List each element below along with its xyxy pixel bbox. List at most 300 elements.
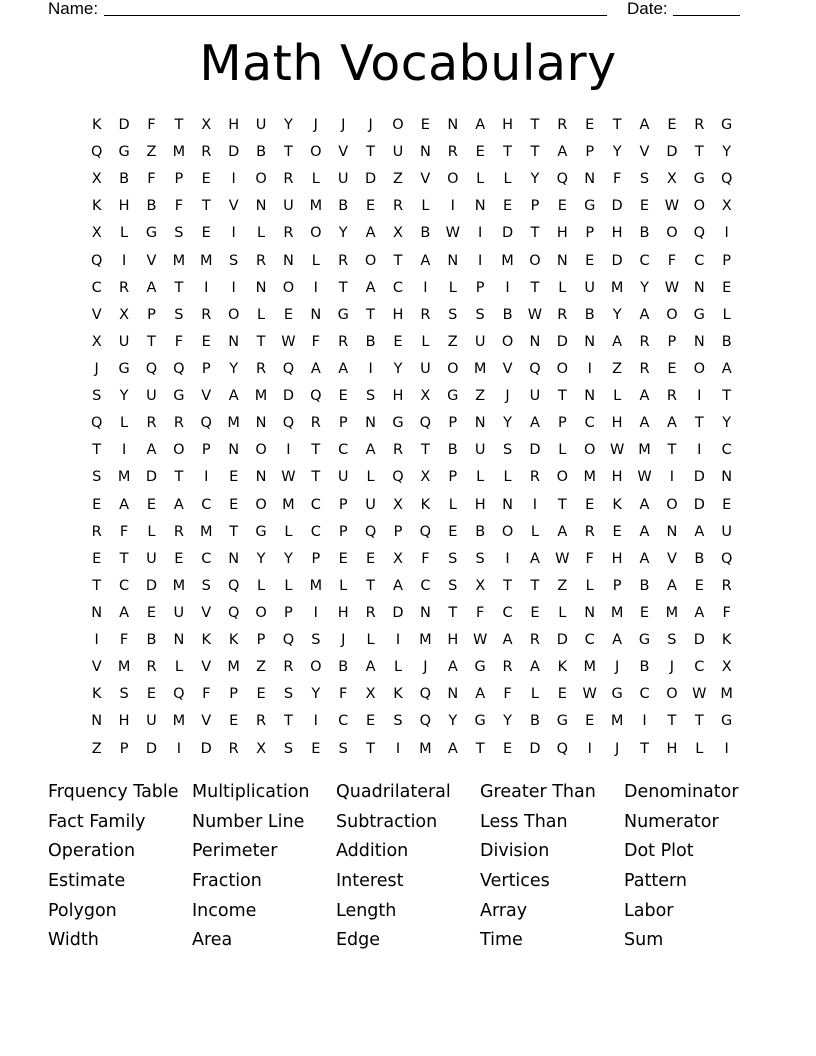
grid-letter[interactable]: T bbox=[174, 469, 184, 486]
grid-letter[interactable]: N bbox=[693, 279, 705, 296]
grid-letter[interactable]: E bbox=[229, 496, 239, 513]
grid-letter[interactable]: E bbox=[530, 604, 540, 621]
grid-letter[interactable]: Y bbox=[448, 713, 458, 730]
grid-letter[interactable]: W bbox=[555, 550, 570, 567]
grid-letter[interactable]: T bbox=[393, 252, 403, 269]
grid-letter[interactable]: D bbox=[556, 333, 568, 350]
grid-letter[interactable]: A bbox=[475, 117, 486, 133]
grid-letter[interactable]: R bbox=[201, 306, 212, 323]
grid-letter[interactable]: X bbox=[365, 686, 376, 703]
grid-letter[interactable]: R bbox=[694, 117, 705, 133]
grid-letter[interactable]: W bbox=[472, 632, 488, 649]
grid-letter[interactable]: A bbox=[146, 442, 157, 459]
grid-letter[interactable]: V bbox=[91, 306, 102, 323]
grid-letter[interactable]: N bbox=[255, 198, 267, 215]
grid-letter[interactable]: O bbox=[255, 171, 267, 188]
grid-letter[interactable]: P bbox=[530, 198, 540, 215]
grid-letter[interactable]: A bbox=[228, 388, 239, 405]
grid-letter[interactable]: A bbox=[639, 523, 650, 540]
grid-letter[interactable]: Q bbox=[90, 144, 103, 161]
grid-letter[interactable]: W bbox=[664, 279, 680, 296]
grid-letter[interactable]: R bbox=[173, 523, 184, 540]
grid-letter[interactable]: N bbox=[228, 333, 240, 350]
grid-letter[interactable]: Q bbox=[720, 550, 733, 567]
grid-letter[interactable]: R bbox=[119, 279, 130, 296]
grid-letter[interactable]: R bbox=[91, 523, 102, 540]
grid-letter[interactable]: E bbox=[92, 496, 102, 513]
grid-letter[interactable]: T bbox=[119, 550, 129, 567]
grid-letter[interactable]: O bbox=[501, 523, 514, 540]
grid-letter[interactable]: E bbox=[639, 198, 650, 215]
grid-letter[interactable]: G bbox=[173, 388, 185, 405]
grid-letter[interactable]: D bbox=[282, 388, 295, 405]
grid-letter[interactable]: T bbox=[229, 523, 239, 540]
grid-letter[interactable]: N bbox=[474, 198, 486, 215]
grid-letter[interactable]: Q bbox=[556, 740, 569, 757]
grid-letter[interactable]: O bbox=[529, 252, 541, 269]
grid-letter[interactable]: E bbox=[722, 496, 732, 513]
grid-letter[interactable]: K bbox=[393, 686, 403, 703]
grid-letter[interactable]: E bbox=[146, 604, 157, 621]
grid-letter[interactable]: A bbox=[502, 632, 513, 649]
grid-letter[interactable]: Q bbox=[419, 713, 432, 730]
grid-letter[interactable]: S bbox=[475, 550, 485, 567]
grid-letter[interactable]: I bbox=[642, 713, 647, 730]
grid-letter[interactable]: M bbox=[610, 713, 624, 730]
grid-letter[interactable]: A bbox=[447, 659, 458, 676]
grid-letter[interactable]: N bbox=[721, 469, 733, 486]
grid-letter[interactable]: L bbox=[284, 577, 293, 594]
grid-letter[interactable]: E bbox=[201, 225, 211, 242]
grid-letter[interactable]: S bbox=[283, 686, 294, 703]
grid-letter[interactable]: A bbox=[447, 740, 458, 757]
grid-letter[interactable]: C bbox=[201, 496, 212, 513]
grid-letter[interactable]: N bbox=[584, 388, 596, 405]
grid-letter[interactable]: P bbox=[119, 740, 129, 757]
grid-letter[interactable]: R bbox=[447, 144, 458, 161]
grid-letter[interactable]: C bbox=[502, 604, 513, 621]
grid-letter[interactable]: S bbox=[92, 469, 102, 486]
grid-letter[interactable]: P bbox=[612, 577, 622, 594]
grid-letter[interactable]: L bbox=[174, 659, 183, 676]
grid-letter[interactable]: L bbox=[256, 577, 266, 594]
grid-letter[interactable]: P bbox=[174, 171, 184, 188]
grid-letter[interactable]: F bbox=[174, 333, 184, 350]
grid-letter[interactable]: T bbox=[338, 279, 348, 296]
grid-letter[interactable]: E bbox=[146, 686, 157, 703]
grid-letter[interactable]: A bbox=[338, 360, 349, 377]
grid-letter[interactable]: D bbox=[392, 604, 404, 621]
grid-letter[interactable]: O bbox=[556, 469, 569, 486]
grid-letter[interactable]: D bbox=[693, 496, 705, 513]
grid-letter[interactable]: E bbox=[256, 686, 266, 703]
grid-letter[interactable]: Q bbox=[90, 415, 103, 432]
grid-letter[interactable]: I bbox=[423, 279, 428, 296]
grid-letter[interactable]: A bbox=[639, 550, 650, 567]
grid-letter[interactable]: C bbox=[392, 279, 404, 296]
grid-letter[interactable]: E bbox=[475, 144, 485, 161]
grid-letter[interactable]: S bbox=[201, 577, 211, 594]
grid-letter[interactable]: X bbox=[420, 388, 431, 405]
grid-letter[interactable]: Q bbox=[200, 415, 212, 432]
grid-letter[interactable]: R bbox=[392, 442, 404, 459]
grid-letter[interactable]: Q bbox=[529, 360, 541, 377]
grid-letter[interactable]: H bbox=[556, 225, 568, 242]
grid-letter[interactable]: T bbox=[174, 279, 184, 296]
grid-letter[interactable]: R bbox=[557, 117, 568, 133]
grid-letter[interactable]: E bbox=[174, 550, 184, 567]
grid-letter[interactable]: U bbox=[118, 333, 130, 350]
grid-letter[interactable]: P bbox=[585, 144, 595, 161]
grid-letter[interactable]: O bbox=[364, 252, 377, 269]
grid-letter[interactable]: E bbox=[502, 740, 513, 757]
grid-letter[interactable]: P bbox=[338, 496, 348, 513]
grid-letter[interactable]: Y bbox=[393, 360, 403, 377]
grid-letter[interactable]: Z bbox=[557, 577, 568, 594]
grid-letter[interactable]: O bbox=[693, 360, 705, 377]
grid-letter[interactable]: I bbox=[368, 360, 373, 377]
grid-letter[interactable]: H bbox=[118, 198, 130, 215]
grid-letter[interactable]: X bbox=[393, 225, 403, 242]
grid-letter[interactable]: E bbox=[393, 333, 403, 350]
grid-letter[interactable]: L bbox=[366, 469, 375, 486]
grid-letter[interactable]: N bbox=[584, 333, 596, 350]
grid-letter[interactable]: Q bbox=[419, 523, 432, 540]
grid-letter[interactable]: B bbox=[694, 550, 705, 567]
grid-letter[interactable]: R bbox=[283, 225, 294, 242]
grid-letter[interactable]: C bbox=[201, 550, 212, 567]
grid-letter[interactable]: E bbox=[585, 713, 595, 730]
grid-letter[interactable]: X bbox=[393, 550, 403, 567]
grid-letter[interactable]: Z bbox=[91, 740, 102, 757]
grid-letter[interactable]: Q bbox=[173, 360, 185, 377]
grid-letter[interactable]: C bbox=[639, 686, 650, 703]
grid-letter[interactable]: R bbox=[310, 415, 321, 432]
grid-letter[interactable]: Y bbox=[722, 415, 732, 432]
grid-letter[interactable]: B bbox=[639, 577, 650, 594]
grid-letter[interactable]: I bbox=[697, 442, 702, 459]
grid-letter[interactable]: N bbox=[584, 171, 596, 188]
grid-letter[interactable]: U bbox=[337, 469, 349, 486]
grid-letter[interactable]: L bbox=[339, 577, 348, 594]
grid-letter[interactable]: S bbox=[393, 713, 403, 730]
grid-letter[interactable]: I bbox=[231, 171, 236, 188]
grid-letter[interactable]: Z bbox=[475, 388, 486, 405]
grid-letter[interactable]: T bbox=[557, 496, 567, 513]
grid-letter[interactable]: O bbox=[310, 144, 322, 161]
grid-letter[interactable]: M bbox=[583, 469, 596, 486]
grid-letter[interactable]: E bbox=[366, 713, 376, 730]
grid-letter[interactable]: U bbox=[255, 117, 267, 133]
grid-letter[interactable]: B bbox=[639, 659, 650, 676]
grid-letter[interactable]: L bbox=[476, 171, 485, 188]
grid-letter[interactable]: U bbox=[529, 388, 541, 405]
grid-letter[interactable]: E bbox=[557, 686, 567, 703]
grid-letter[interactable]: U bbox=[337, 171, 349, 188]
grid-letter[interactable]: P bbox=[229, 686, 239, 703]
grid-letter[interactable]: M bbox=[473, 360, 487, 377]
grid-letter[interactable]: E bbox=[667, 117, 677, 133]
grid-letter[interactable]: H bbox=[447, 632, 459, 649]
grid-letter[interactable]: H bbox=[611, 550, 623, 567]
grid-letter[interactable]: E bbox=[502, 198, 513, 215]
grid-letter[interactable]: N bbox=[255, 415, 267, 432]
grid-letter[interactable]: G bbox=[721, 117, 733, 133]
grid-letter[interactable]: C bbox=[721, 442, 732, 459]
grid-letter[interactable]: F bbox=[475, 604, 485, 621]
grid-letter[interactable]: Y bbox=[284, 550, 293, 567]
grid-letter[interactable]: E bbox=[585, 496, 595, 513]
grid-letter[interactable]: O bbox=[255, 604, 267, 621]
grid-letter[interactable]: T bbox=[366, 144, 376, 161]
grid-letter[interactable]: Q bbox=[227, 577, 240, 594]
grid-letter[interactable]: I bbox=[231, 225, 236, 242]
grid-letter[interactable]: D bbox=[118, 117, 130, 133]
grid-letter[interactable]: A bbox=[694, 604, 705, 621]
grid-letter[interactable]: N bbox=[447, 117, 459, 133]
grid-letter[interactable]: C bbox=[119, 577, 130, 594]
grid-letter[interactable]: A bbox=[365, 442, 376, 459]
grid-letter[interactable]: T bbox=[503, 577, 512, 594]
grid-letter[interactable]: E bbox=[585, 117, 595, 133]
grid-letter[interactable]: N bbox=[228, 550, 240, 567]
grid-letter[interactable]: G bbox=[693, 306, 705, 323]
name-blank-line[interactable] bbox=[104, 15, 607, 16]
grid-letter[interactable]: T bbox=[722, 388, 732, 405]
grid-letter[interactable]: R bbox=[420, 306, 431, 323]
grid-letter[interactable]: X bbox=[201, 117, 212, 133]
grid-letter[interactable]: A bbox=[529, 550, 540, 567]
grid-letter[interactable]: U bbox=[365, 496, 376, 513]
grid-letter[interactable]: O bbox=[666, 306, 678, 323]
grid-letter[interactable]: L bbox=[256, 225, 266, 242]
grid-letter[interactable]: D bbox=[666, 144, 678, 161]
grid-letter[interactable]: R bbox=[283, 659, 294, 676]
grid-letter[interactable]: M bbox=[419, 632, 432, 649]
grid-letter[interactable]: R bbox=[639, 360, 650, 377]
grid-letter[interactable]: P bbox=[201, 360, 211, 377]
grid-letter[interactable]: T bbox=[92, 442, 102, 459]
grid-letter[interactable]: T bbox=[311, 442, 321, 459]
grid-letter[interactable]: H bbox=[474, 496, 486, 513]
grid-letter[interactable]: L bbox=[503, 171, 512, 188]
grid-letter[interactable]: M bbox=[172, 577, 186, 594]
grid-letter[interactable]: A bbox=[146, 279, 157, 296]
grid-letter[interactable]: J bbox=[341, 632, 346, 649]
grid-letter[interactable]: P bbox=[557, 415, 567, 432]
grid-letter[interactable]: J bbox=[94, 360, 99, 377]
grid-letter[interactable]: M bbox=[501, 252, 514, 269]
grid-letter[interactable]: M bbox=[665, 604, 679, 621]
grid-letter[interactable]: M bbox=[309, 577, 323, 594]
grid-letter[interactable]: A bbox=[420, 252, 431, 269]
grid-letter[interactable]: E bbox=[694, 577, 704, 594]
grid-letter[interactable]: T bbox=[694, 144, 704, 161]
grid-letter[interactable]: C bbox=[584, 632, 595, 649]
grid-letter[interactable]: T bbox=[530, 225, 540, 242]
grid-letter[interactable]: N bbox=[255, 279, 267, 296]
grid-letter[interactable]: G bbox=[556, 713, 568, 730]
grid-letter[interactable]: E bbox=[92, 550, 102, 567]
grid-letter[interactable]: A bbox=[557, 144, 568, 161]
grid-letter[interactable]: H bbox=[337, 604, 349, 621]
grid-letter[interactable]: D bbox=[693, 632, 705, 649]
grid-letter[interactable]: H bbox=[666, 740, 678, 757]
grid-letter[interactable]: P bbox=[284, 604, 293, 621]
grid-letter[interactable]: I bbox=[313, 604, 318, 621]
grid-letter[interactable]: X bbox=[420, 469, 431, 486]
grid-letter[interactable]: L bbox=[147, 523, 156, 540]
grid-letter[interactable]: N bbox=[310, 306, 322, 323]
grid-letter[interactable]: G bbox=[118, 360, 130, 377]
grid-letter[interactable]: O bbox=[693, 198, 705, 215]
grid-letter[interactable]: V bbox=[146, 252, 157, 269]
grid-letter[interactable]: L bbox=[695, 740, 704, 757]
grid-letter[interactable]: T bbox=[284, 144, 293, 161]
grid-letter[interactable]: S bbox=[174, 306, 184, 323]
grid-letter[interactable]: G bbox=[145, 225, 158, 242]
grid-letter[interactable]: N bbox=[91, 713, 103, 730]
grid-letter[interactable]: V bbox=[201, 604, 212, 621]
grid-letter[interactable]: W bbox=[445, 225, 460, 242]
grid-letter[interactable]: X bbox=[475, 577, 486, 594]
grid-letter[interactable]: H bbox=[502, 117, 513, 133]
grid-letter[interactable]: D bbox=[365, 171, 377, 188]
grid-letter[interactable]: T bbox=[612, 117, 622, 133]
grid-letter[interactable]: E bbox=[229, 713, 239, 730]
grid-letter[interactable]: I bbox=[121, 442, 127, 459]
grid-letter[interactable]: U bbox=[721, 523, 732, 540]
grid-letter[interactable]: G bbox=[721, 713, 733, 730]
grid-letter[interactable]: K bbox=[91, 117, 102, 133]
grid-letter[interactable]: T bbox=[530, 279, 540, 296]
grid-letter[interactable]: C bbox=[310, 496, 321, 513]
grid-letter[interactable]: I bbox=[697, 388, 702, 405]
grid-letter[interactable]: I bbox=[587, 740, 592, 757]
grid-letter[interactable]: E bbox=[338, 388, 348, 405]
grid-letter[interactable]: C bbox=[694, 252, 705, 269]
grid-letter[interactable]: X bbox=[666, 171, 677, 188]
grid-letter[interactable]: B bbox=[721, 333, 732, 350]
grid-letter[interactable]: P bbox=[201, 442, 211, 459]
grid-letter[interactable]: L bbox=[311, 171, 320, 188]
grid-letter[interactable]: N bbox=[255, 469, 267, 486]
grid-letter[interactable]: K bbox=[201, 632, 212, 649]
grid-letter[interactable]: I bbox=[286, 442, 291, 459]
grid-letter[interactable]: D bbox=[145, 469, 158, 486]
grid-letter[interactable]: T bbox=[311, 469, 321, 486]
grid-letter[interactable]: A bbox=[365, 659, 376, 676]
grid-letter[interactable]: C bbox=[420, 577, 431, 594]
grid-letter[interactable]: E bbox=[201, 333, 211, 350]
grid-letter[interactable]: S bbox=[365, 388, 376, 405]
grid-letter[interactable]: L bbox=[393, 659, 403, 676]
grid-letter[interactable]: R bbox=[721, 577, 732, 594]
grid-letter[interactable]: N bbox=[556, 252, 568, 269]
grid-letter[interactable]: W bbox=[637, 469, 652, 486]
grid-letter[interactable]: T bbox=[557, 388, 567, 405]
grid-letter[interactable]: P bbox=[256, 632, 266, 649]
grid-letter[interactable]: U bbox=[392, 144, 404, 161]
grid-letter[interactable]: A bbox=[666, 415, 677, 432]
grid-letter[interactable]: L bbox=[284, 523, 293, 540]
grid-letter[interactable]: M bbox=[720, 686, 733, 703]
grid-letter[interactable]: E bbox=[448, 523, 458, 540]
grid-letter[interactable]: L bbox=[613, 388, 622, 405]
grid-letter[interactable]: Y bbox=[640, 279, 649, 296]
grid-letter[interactable]: Q bbox=[227, 604, 240, 621]
grid-letter[interactable]: X bbox=[91, 171, 102, 188]
grid-letter[interactable]: V bbox=[502, 360, 513, 377]
grid-letter[interactable]: W bbox=[692, 686, 707, 703]
grid-letter[interactable]: A bbox=[666, 577, 677, 594]
grid-letter[interactable]: L bbox=[421, 333, 430, 350]
grid-letter[interactable]: E bbox=[366, 198, 376, 215]
grid-letter[interactable]: Y bbox=[722, 144, 732, 161]
grid-letter[interactable]: W bbox=[281, 469, 296, 486]
grid-letter[interactable]: B bbox=[338, 198, 349, 215]
grid-letter[interactable]: F bbox=[339, 686, 348, 703]
grid-letter[interactable]: B bbox=[420, 225, 431, 242]
grid-letter[interactable]: T bbox=[448, 604, 458, 621]
grid-letter[interactable]: L bbox=[448, 279, 457, 296]
grid-letter[interactable]: D bbox=[529, 442, 541, 459]
grid-letter[interactable]: Y bbox=[503, 415, 512, 432]
grid-letter[interactable]: T bbox=[284, 713, 293, 730]
grid-letter[interactable]: M bbox=[227, 659, 240, 676]
grid-letter[interactable]: U bbox=[146, 388, 157, 405]
grid-letter[interactable]: V bbox=[201, 388, 212, 405]
grid-letter[interactable]: A bbox=[365, 225, 376, 242]
grid-letter[interactable]: D bbox=[611, 252, 623, 269]
grid-letter[interactable]: U bbox=[474, 442, 486, 459]
grid-letter[interactable]: U bbox=[146, 550, 157, 567]
grid-letter[interactable]: R bbox=[256, 252, 267, 269]
grid-letter[interactable]: T bbox=[366, 740, 376, 757]
grid-letter[interactable]: F bbox=[147, 171, 156, 188]
grid-letter[interactable]: V bbox=[91, 659, 102, 676]
grid-letter[interactable]: K bbox=[91, 686, 102, 703]
grid-letter[interactable]: A bbox=[721, 360, 732, 377]
grid-letter[interactable]: T bbox=[640, 740, 649, 757]
grid-letter[interactable]: W bbox=[527, 306, 543, 323]
grid-letter[interactable]: L bbox=[503, 469, 512, 486]
grid-letter[interactable]: G bbox=[337, 306, 349, 323]
grid-letter[interactable]: R bbox=[146, 415, 157, 432]
grid-letter[interactable]: X bbox=[721, 198, 732, 215]
grid-letter[interactable]: M bbox=[610, 604, 624, 621]
grid-letter[interactable]: E bbox=[201, 171, 211, 188]
grid-letter[interactable]: O bbox=[501, 333, 514, 350]
grid-letter[interactable]: Q bbox=[282, 360, 295, 377]
grid-letter[interactable]: B bbox=[119, 171, 130, 188]
grid-letter[interactable]: T bbox=[147, 333, 156, 350]
grid-letter[interactable]: L bbox=[558, 279, 567, 296]
grid-letter[interactable]: R bbox=[392, 198, 404, 215]
grid-letter[interactable]: R bbox=[228, 740, 239, 757]
grid-letter[interactable]: Y bbox=[530, 171, 540, 188]
grid-letter[interactable]: U bbox=[420, 360, 431, 377]
grid-letter[interactable]: A bbox=[612, 333, 623, 350]
grid-letter[interactable]: F bbox=[667, 252, 677, 269]
grid-letter[interactable]: Y bbox=[119, 388, 129, 405]
grid-letter[interactable]: C bbox=[91, 279, 102, 296]
grid-letter[interactable]: D bbox=[501, 225, 514, 242]
grid-letter[interactable]: B bbox=[584, 306, 595, 323]
grid-letter[interactable]: H bbox=[392, 306, 404, 323]
grid-letter[interactable]: V bbox=[639, 144, 650, 161]
grid-letter[interactable]: S bbox=[448, 577, 458, 594]
